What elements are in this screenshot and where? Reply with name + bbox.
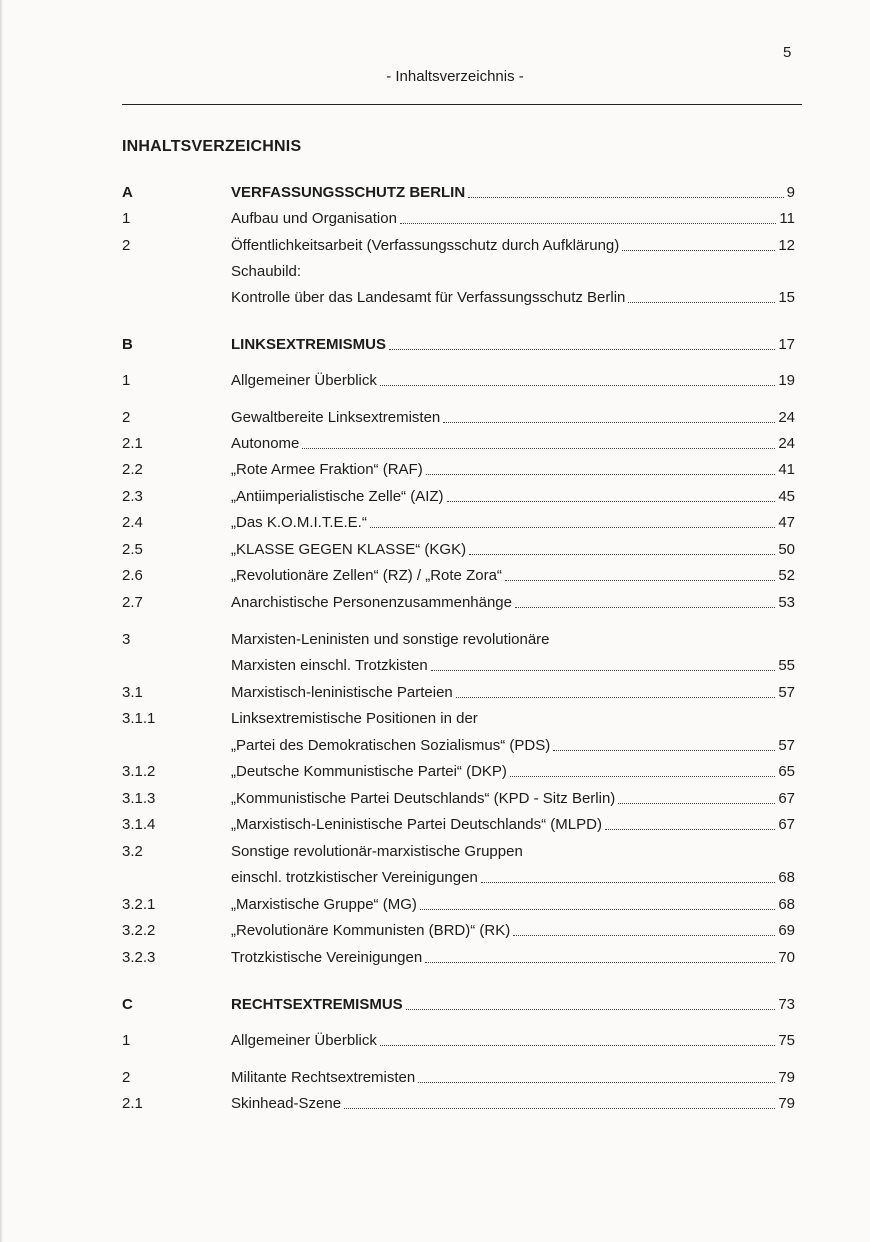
toc-number: 1: [122, 372, 131, 389]
toc-number: 1: [122, 210, 131, 227]
dot-leader: [400, 222, 776, 224]
toc-entry: [231, 287, 795, 309]
toc-page-number: 57: [778, 737, 795, 754]
dot-leader: [370, 526, 775, 528]
toc-entry: [231, 592, 795, 614]
running-header: - Inhaltsverzeichnis -: [386, 68, 524, 85]
toc-entry: [231, 814, 795, 836]
toc-entry: [231, 1067, 795, 1089]
toc-entry: [231, 682, 795, 704]
toc-entry-text: „Deutsche Kommunistische Partei“ (DKP): [231, 763, 507, 780]
dot-leader: [380, 1044, 775, 1046]
toc-entry-text: „Revolutionäre Kommunisten (BRD)“ (RK): [231, 922, 511, 939]
toc-row: [0, 920, 870, 942]
dot-leader: [344, 1107, 775, 1109]
toc-number: 2.5: [122, 541, 143, 558]
toc-entry-text: Allgemeiner Überblick: [231, 1032, 377, 1049]
toc-row: [0, 761, 870, 783]
toc-entry-text: LINKSEXTREMISMUS: [231, 336, 387, 353]
toc-page-number: 50: [778, 541, 795, 558]
toc-entry-text: Linksextremistische Positionen in der: [231, 710, 478, 727]
toc-row: [0, 334, 870, 356]
toc-row: [0, 370, 870, 392]
toc-number: B: [122, 336, 133, 353]
toc-page-number: 47: [778, 514, 795, 531]
toc-row: [0, 994, 870, 1016]
toc-number: 2.6: [122, 567, 143, 584]
toc-number: A: [122, 184, 133, 201]
toc-entry: [231, 433, 795, 455]
toc-row: [0, 235, 870, 257]
toc-row: [0, 841, 870, 863]
toc-entry-text: Anarchistische Personenzusammenhänge: [231, 594, 512, 611]
toc-page-number: 41: [778, 461, 795, 478]
dot-leader: [505, 579, 775, 581]
toc-entry-text: VERFASSUNGSSCHUTZ BERLIN: [231, 184, 466, 201]
toc-entry: [231, 920, 795, 942]
toc-row: [0, 565, 870, 587]
toc-number: 1: [122, 1032, 131, 1049]
toc-page-number: 9: [786, 184, 795, 201]
toc-page-number: 79: [778, 1095, 795, 1112]
toc-page-number: 45: [778, 488, 795, 505]
toc-page-number: 11: [779, 210, 795, 227]
toc-entry: [231, 512, 795, 534]
toc-entry: [231, 867, 795, 889]
toc-entry-text: „Marxistische Gruppe“ (MG): [231, 896, 417, 913]
toc-entry-text: Öffentlichkeitsarbeit (Verfassungsschutz durch Aufklärung): [231, 237, 620, 254]
toc-number: 2: [122, 409, 131, 426]
toc-row: [0, 261, 870, 283]
dot-leader: [481, 881, 776, 883]
toc-number: 3.1.4: [122, 816, 156, 833]
toc-row: [0, 407, 870, 429]
toc-row: [0, 433, 870, 455]
toc-page-number: 24: [778, 409, 795, 426]
toc-entry-text: Militante Rechtsextremisten: [231, 1069, 416, 1086]
toc-entry-text: „Marxistisch-Leninistische Partei Deutschlands“ (MLPD): [231, 816, 602, 833]
toc-number: 3.1.3: [122, 790, 156, 807]
dot-leader: [380, 384, 775, 386]
dot-leader: [553, 749, 775, 751]
toc-number: 2.4: [122, 514, 143, 531]
toc-row: [0, 788, 870, 810]
dot-leader: [431, 669, 776, 671]
toc-page-number: 65: [778, 763, 795, 780]
toc-entry: [231, 459, 795, 481]
toc-entry-text: „Das K.O.M.I.T.E.E.“: [231, 514, 367, 531]
toc-entry: [231, 1093, 795, 1115]
toc-entry: [231, 761, 795, 783]
dot-leader: [513, 934, 775, 936]
toc-entry: [231, 947, 795, 969]
toc-entry-text: Sonstige revolutionär-marxistische Gruppen: [231, 843, 523, 860]
toc-row: [0, 682, 870, 704]
toc-entry-text: Marxisten einschl. Trotzkisten: [231, 657, 428, 674]
toc-page-number: 57: [778, 684, 795, 701]
toc-page-number: 17: [778, 336, 795, 353]
toc-page-number: 67: [778, 790, 795, 807]
toc-number: 3.1.1: [122, 710, 156, 727]
toc-entry-text: Allgemeiner Überblick: [231, 372, 377, 389]
toc-page-number: 53: [778, 594, 795, 611]
toc-row: [0, 486, 870, 508]
dot-leader: [515, 606, 775, 608]
toc-entry-text: Skinhead-Szene: [231, 1095, 342, 1112]
toc-number: 2.1: [122, 1095, 143, 1112]
toc-row: [0, 867, 870, 889]
toc-number: 3: [122, 631, 131, 648]
toc-row: [0, 512, 870, 534]
toc-entry-text: Kontrolle über das Landesamt für Verfassungsschutz Berlin: [231, 289, 626, 306]
toc-number: 3.2.2: [122, 922, 156, 939]
dot-leader: [510, 775, 775, 777]
toc-number: 2: [122, 237, 131, 254]
toc-page-number: 15: [778, 289, 795, 306]
dot-leader: [302, 447, 775, 449]
toc-entry: [231, 788, 795, 810]
dot-leader: [389, 348, 775, 350]
toc-number: 3.2.3: [122, 949, 156, 966]
toc-page-number: 24: [778, 435, 795, 452]
toc-row: [0, 814, 870, 836]
toc-entry-text: Gewaltbereite Linksextremisten: [231, 409, 441, 426]
dot-leader: [420, 908, 775, 910]
toc-entry: [231, 565, 795, 587]
toc-row: [0, 708, 870, 730]
toc-page-number: 70: [778, 949, 795, 966]
toc-number: 3.2: [122, 843, 143, 860]
dot-leader: [426, 473, 776, 475]
dot-leader: [418, 1081, 775, 1083]
toc-entry: [231, 370, 795, 392]
toc-page-number: 68: [778, 896, 795, 913]
toc-entry-text: Marxisten-Leninisten und sonstige revolutionäre: [231, 631, 550, 648]
toc-title: INHALTSVERZEICHNIS: [122, 138, 302, 155]
toc-entry-text: „Rote Armee Fraktion“ (RAF): [231, 461, 423, 478]
toc-page-number: 55: [778, 657, 795, 674]
dot-leader: [628, 301, 775, 303]
toc-row: [0, 182, 870, 204]
toc-page-number: 68: [778, 869, 795, 886]
dot-leader: [443, 421, 775, 423]
toc-entry: [231, 655, 795, 677]
toc-entry-text: „Antiimperialistische Zelle“ (AIZ): [231, 488, 444, 505]
toc-number: 2.1: [122, 435, 143, 452]
toc-number: 2.7: [122, 594, 143, 611]
toc-entry: [231, 407, 795, 429]
toc-row: [0, 947, 870, 969]
toc-page-number: 75: [778, 1032, 795, 1049]
toc-entry-text: „Revolutionäre Zellen“ (RZ) / „Rote Zora“: [231, 567, 502, 584]
dot-leader: [622, 249, 775, 251]
toc-row: [0, 539, 870, 561]
toc-row: [0, 1067, 870, 1089]
toc-entry: [231, 894, 795, 916]
toc-row: [0, 1093, 870, 1115]
dot-leader: [605, 828, 775, 830]
toc-entry: [231, 486, 795, 508]
toc-page-number: 69: [778, 922, 795, 939]
toc-entry-text: „KLASSE GEGEN KLASSE“ (KGK): [231, 541, 467, 558]
page-number: 5: [783, 44, 792, 61]
dot-leader: [447, 500, 776, 502]
toc-entry-text: „Kommunistische Partei Deutschlands“ (KPD - Sitz Berlin): [231, 790, 616, 807]
toc-row: [0, 894, 870, 916]
toc-entry: [231, 235, 795, 257]
toc-number: 2: [122, 1069, 131, 1086]
toc-row: [0, 629, 870, 651]
toc-page-number: 12: [778, 237, 795, 254]
toc-page-number: 67: [778, 816, 795, 833]
toc-row: [0, 459, 870, 481]
toc-entry: [231, 994, 795, 1016]
dot-leader: [618, 802, 775, 804]
toc-row: [0, 655, 870, 677]
toc-page-number: 52: [778, 567, 795, 584]
toc-number: 2.3: [122, 488, 143, 505]
toc-page-number: 73: [778, 996, 795, 1013]
toc-entry: [231, 182, 795, 204]
toc-page-number: 79: [778, 1069, 795, 1086]
toc-row: [0, 287, 870, 309]
toc-number: 2.2: [122, 461, 143, 478]
toc-page-number: 19: [778, 372, 795, 389]
toc-number: 3.2.1: [122, 896, 156, 913]
toc-number: 3.1: [122, 684, 143, 701]
dot-leader: [469, 553, 775, 555]
dot-leader: [406, 1008, 776, 1010]
toc-row: [0, 1030, 870, 1052]
toc-entry-text: Marxistisch-leninistische Parteien: [231, 684, 453, 701]
toc-entry: [231, 735, 795, 757]
toc-entry-text: RECHTSEXTREMISMUS: [231, 996, 403, 1013]
toc-row: [0, 208, 870, 230]
toc-row: [0, 735, 870, 757]
dot-leader: [425, 961, 775, 963]
toc-entry: [231, 1030, 795, 1052]
toc-entry-text: „Partei des Demokratischen Sozialismus“ (PDS): [231, 737, 551, 754]
toc-entry: [231, 539, 795, 561]
toc-number: C: [122, 996, 133, 1013]
toc-entry-text: Trotzkistische Vereinigungen: [231, 949, 423, 966]
header-rule: [122, 104, 802, 105]
toc-entry: [231, 208, 795, 230]
toc-entry-text: Aufbau und Organisation: [231, 210, 397, 227]
toc-entry: [231, 334, 795, 356]
toc-entry-text: einschl. trotzkistischer Vereinigungen: [231, 869, 478, 886]
toc-entry-text: Schaubild:: [231, 263, 302, 280]
toc-number: 3.1.2: [122, 763, 156, 780]
dot-leader: [468, 196, 783, 198]
toc-row: [0, 592, 870, 614]
dot-leader: [456, 696, 776, 698]
toc-entry-text: Autonome: [231, 435, 300, 452]
